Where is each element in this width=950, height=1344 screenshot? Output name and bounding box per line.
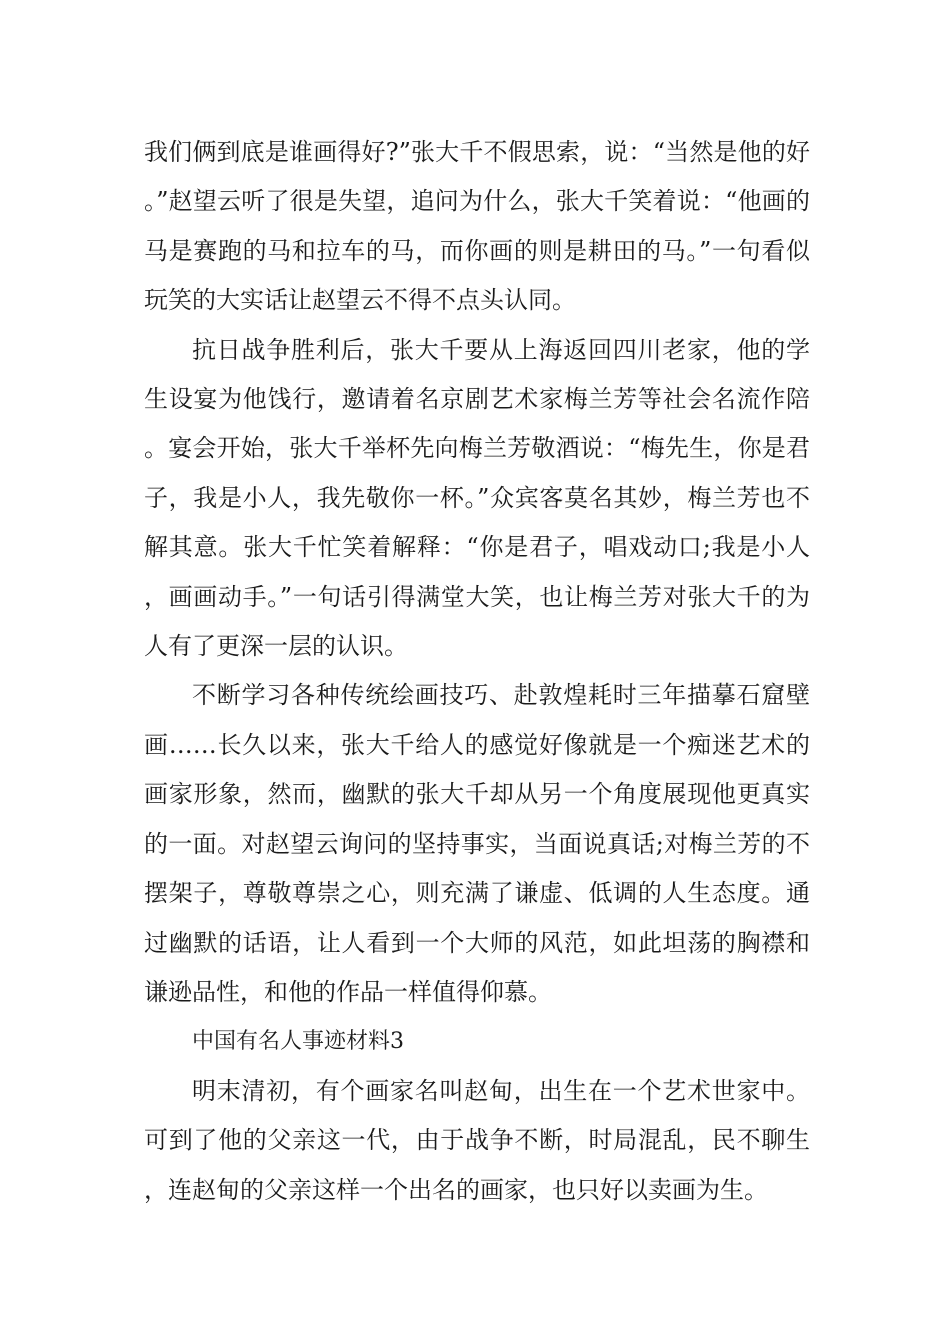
paragraph-1: 我们俩到底是谁画得好?”张大千不假思索，说：“当然是他的好。”赵望云听了很是失望，追问为什么，张大千笑着说：“他画的马是赛跑的马和拉车的马，而你画的则是耕田的马。”一句看似玩笑的大实话让赵望云不得不点头认同。 [144,138,810,315]
paragraph-4: 明末清初，有个画家名叫赵甸，出生在一个艺术世家中。可到了他的父亲这一代，由于战争不断，时局混乱，民不聊生，连赵甸的父亲这样一个出名的画家，也只好以卖画为生。 [144,1076,810,1204]
paragraph-3: 不断学习各种传统绘画技巧、赴敦煌耗时三年描摹石窟壁画……长久以来，张大千给人的感觉好像就是一个痴迷艺术的画家形象，然而，幽默的张大千却从另一个角度展现他更真实的一面。对赵望云询问的坚持事实，当面说真话;对梅兰芳的不摆架子，尊敬尊崇之心，则充满了谦虚、低调的人生态度。通过幽默的话语，让人看到一个大师的风范，如此坦荡的胸襟和谦逊品性，和他的作品一样值得仰慕。 [144,681,810,1006]
section-heading: 中国有名人事迹材料3 [192,1029,404,1055]
paragraph-2: 抗日战争胜利后，张大千要从上海返回四川老家，他的学生设宴为他饯行，邀请着名京剧艺术家梅兰芳等社会名流作陪。宴会开始，张大千举杯先向梅兰芳敬酒说：“梅先生，你是君子，我是小人，我先敬你一杯。”众宾客莫名其妙，梅兰芳也不解其意。张大千忙笑着解释：“你是君子，唱戏动口;我是小人，画画动手。”一句话引得满堂大笑，也让梅兰芳对张大千的为人有了更深一层的认识。 [144,335,810,661]
document-body [144,128,810,1215]
